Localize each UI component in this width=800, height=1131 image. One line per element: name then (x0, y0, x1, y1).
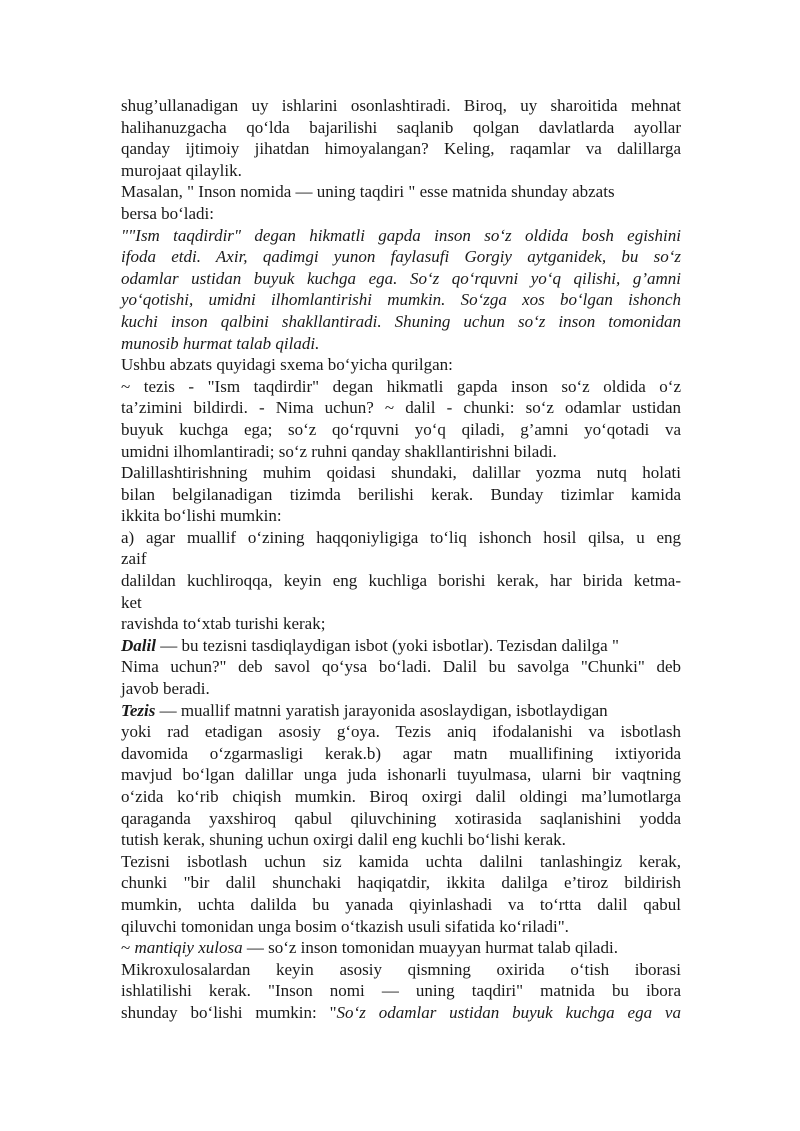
text-line: murojaat qilaylik. (121, 160, 242, 180)
term-dalil: Dalil (121, 635, 156, 655)
text-line: ""Ism taqdirdir" degan hikmatli gapda inson so‘z oldida bosh egishini (121, 225, 681, 245)
tilde-prefix: ~ (121, 938, 135, 958)
text-line: Dalillashtirishning muhim qoidasi shundaki, dalillar yozma nutq holati (121, 463, 681, 483)
text-line: buyuk kuchga ega; so‘z qo‘rquvni yo‘q qiladi, g’amni yo‘qotadi va (121, 419, 681, 439)
paragraph-intro (121, 95, 681, 181)
definition-text: — so‘z inson tomonidan muayyan hurmat talab qiladi. (242, 938, 618, 958)
text-line (121, 1002, 681, 1024)
definition-text: — muallif matnni yaratish jarayonida asoslaydigan, isbotlaydigan (155, 700, 608, 720)
text-line: shug’ullanadigan uy ishlarini osonlashtiradi. Biroq, uy sharoitida mehnat (121, 96, 681, 115)
text-line: ishlatilishi kerak. "Inson nomi — uning taqdiri" matnida bu ibora (121, 981, 681, 1001)
text-line: dalildan kuchliroqqa, keyin eng kuchliga borishi kerak, har birida ketma- (121, 571, 681, 591)
paragraph-scheme-intro: Ushbu abzats quyidagi sxema bo‘yicha qurilgan: (121, 355, 453, 375)
definition-dalil (121, 635, 681, 700)
document-page (121, 95, 681, 1024)
paragraph-option-a (121, 527, 681, 635)
paragraph-example (121, 181, 681, 224)
text-line: ikkita bo‘lishi mumkin: (121, 506, 282, 526)
definition-tezis (121, 700, 681, 851)
text-line: yoki rad etadigan asosiy g‘oya. Tezis aniq ifodalanishi va isbotlash (121, 722, 681, 742)
text-line: ket (121, 592, 142, 612)
text-line: qaraganda yaxshiroq qabul qiluvchining xotirasida saqlanishini yodda (121, 808, 681, 828)
text-line: kuchi inson qalbini shakllantiradi. Shuning uchun so‘z inson tomonidan (121, 311, 681, 331)
text-line: Masalan, " Inson nomida — uning taqdiri " esse matnida shunday abzats (121, 182, 615, 202)
text-line: ~ tezis - "Ism taqdirdir" degan hikmatli gapda inson so‘z oldida o‘z (121, 376, 681, 396)
text-italic: So‘z odamlar ustidan buyuk kuchga ega va (336, 1002, 681, 1022)
term-logical-conclusion: mantiqiy xulosa (134, 938, 243, 958)
text-line: munosib hurmat talab qiladi. (121, 333, 320, 353)
text-line: halihanuzgacha qo‘lda bajarilishi saqlanib qolgan davlatlarda ayollar (121, 117, 681, 137)
text-line: ifoda etdi. Axir, qadimgi yunon faylasufi Gorgiy aytganidek, bu so‘z (121, 247, 681, 267)
text-line: tutish kerak, shuning uchun oxirgi dalil eng kuchli bo‘lishi kerak. (121, 830, 566, 850)
text-line: zaif (121, 549, 147, 569)
paragraph-logical-conclusion (121, 937, 681, 959)
text-line: yo‘qotishi, umidni ilhomlantirishi mumkin. So‘zga xos bo‘lgan ishonch (121, 290, 681, 310)
text-line: Tezisni isbotlash uchun siz kamida uchta dalilni tanlashingiz kerak, (121, 851, 681, 871)
text-line: Mikroxulosalardan keyin asosiy qismning oxirida o‘tish iborasi (121, 959, 681, 979)
text-line: chunki "bir dalil shunchaki haqiqatdir, ikkita dalilga e’tiroz bildirish (121, 873, 681, 893)
paragraph-scheme (121, 376, 681, 462)
text-plain: shunday bo‘lishi mumkin: " (121, 1002, 337, 1022)
text-line: mavjud bo‘lgan dalillar unga juda ishonarli tuyulmasa, ularni bir vaqtning (121, 765, 681, 785)
text-line: o‘zida ko‘rib chiqish mumkin. Biroq oxirgi dalil oldingi ma’lumotlarga (121, 787, 681, 806)
text-line (121, 635, 681, 657)
text-line: odamlar ustidan buyuk kuchga ega. So‘z qo‘rquvni yo‘q qilishi, g’amni (121, 268, 681, 288)
text-line: davomida o‘zgarmasligi kerak.b) agar matn muallifining ixtiyorida (121, 743, 681, 763)
text-line: mumkin, uchta dalilda bu yanada qiyinlashadi va to‘rtta dalil qabul (121, 894, 681, 914)
text-line: ravishda to‘xtab turishi kerak; (121, 614, 326, 634)
text-line: bersa bo‘ladi: (121, 203, 214, 223)
text-line: bilan belgilanadigan tizimda berilishi kerak. Bunday tizimlar kamida (121, 484, 681, 504)
text-line: umidni ilhomlantiradi; so‘z ruhni qanday shakllantirishni biladi. (121, 441, 557, 461)
text-line: javob beradi. (121, 679, 210, 699)
paragraph-three-arguments (121, 851, 681, 937)
paragraph-transition (121, 959, 681, 1024)
text-line (121, 700, 681, 722)
text-line: a) agar muallif o‘zining haqqoniyligiga to‘liq ishonch hosil qilsa, u eng (121, 527, 681, 547)
text-line: ta’zimini bildirdi. - Nima uchun? ~ dalil - chunki: so‘z odamlar ustidan (121, 398, 681, 418)
definition-text: — bu tezisni tasdiqlaydigan isbot (yoki isbotlar). Tezisdan dalilga " (155, 635, 619, 655)
text-line: Nima uchun?" deb savol qo‘ysa bo‘ladi. Dalil bu savolga "Chunki" deb (121, 657, 681, 677)
term-tezis: Tezis (121, 700, 156, 720)
text-line: qanday ijtimoiy jihatdan himoyalangan? Keling, raqamlar va dalillarga (121, 139, 681, 159)
text-line: qiluvchi tomonidan unga bosim o‘tkazish usuli sifatida ko‘riladi". (121, 916, 569, 936)
paragraph-rule (121, 462, 681, 527)
quoted-paragraph (121, 225, 681, 355)
